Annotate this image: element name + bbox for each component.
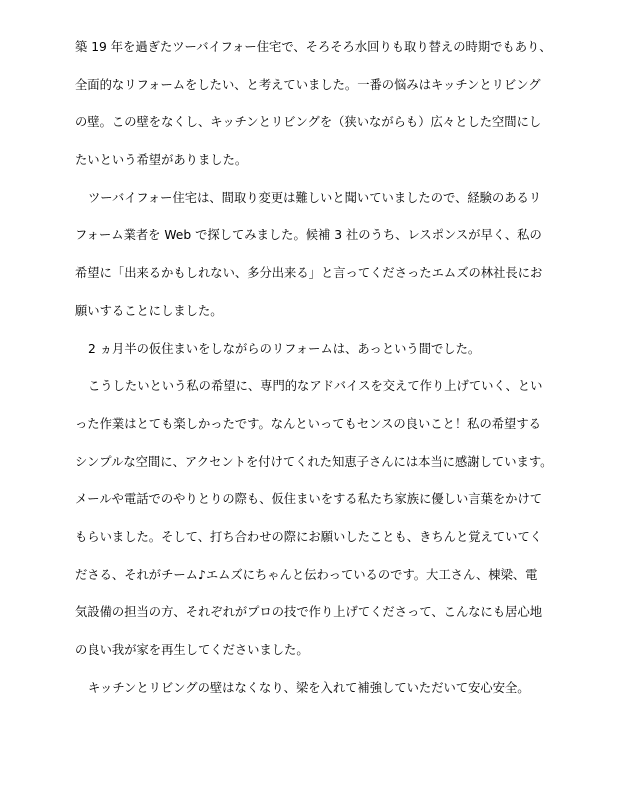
text-line: 築 19 年を過ぎたツーバイフォー住宅で、そろそろ水回りも取り替えの時期でもあり、 [75,40,552,54]
text-line: 希望に「出来るかもしれない、多分出来る」と言ってくださったエムズの林社長にお [75,266,543,281]
text-line: シンプルな空間に、アクセントを付けてくれた知恵子さんには本当に感謝しています。 [75,454,553,469]
text-line: ツーバイフォー住宅は、間取り変更は難しいと聞いていましたので、経験のあるリ [88,190,542,205]
text-line: もらいました。そして、打ち合わせの際にお願いしたことも、きちんと覚えていてく [75,529,543,544]
text-line: メールや電話でのやりとりの際も、仮住まいをする私たち家族に優しい言葉をかけて [75,492,543,507]
text-line: 願いすることにしました。 [75,303,223,318]
text-line: の良い我が家を再生してくださいました。 [75,643,309,657]
testimonial-text [75,35,555,713]
text-line: キッチンとリビングの壁はなくなり、梁を入れて補強していただいて安心安全。 [88,680,530,695]
text-line: フォーム業者を Web で探してみました。候補 3 社のうち、レスポンスが早く、私の [75,228,542,243]
text-line: ださる、それがチーム♪エムズにちゃんと伝わっているのです。大工さん、棟梁、電 [75,567,538,582]
text-line: 全面的なリフォームをしたい、と考えていました。一番の悩みはキッチンとリビング [75,77,541,92]
text-line: たいという希望がありました。 [75,153,248,168]
text-line: の壁。この壁をなくし、キッチンとリビングを（狭いながらも）広々とした空間にし [75,115,542,130]
text-line: こうしたいという私の希望に、専門的なアドバイスを交えて作り上げていく、とい [88,379,543,394]
text-line: 2 ヵ月半の仮住まいをしながらのリフォームは、あっという間でした。 [88,341,481,356]
text-line: った作業はとても楽しかったです。なんといってもセンスの良いこと！私の希望する [75,416,541,431]
text-line: 気設備の担当の方、それぞれがプロの技で作り上げてくださって、こんなにも居心地 [75,605,543,620]
